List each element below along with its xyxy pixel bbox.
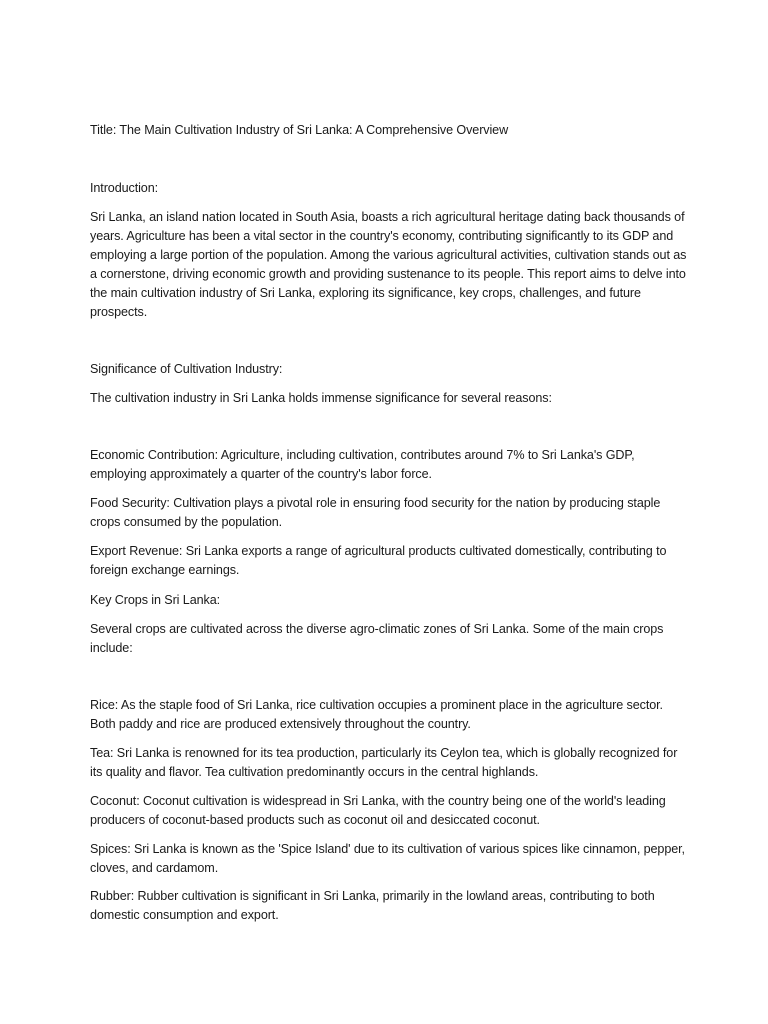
- significance-intro: The cultivation industry in Sri Lanka holds immense significance for several reasons:: [90, 391, 552, 405]
- introduction-paragraph: Sri Lanka, an island nation located in South Asia, boasts a rich agricultural heritage dating back thousands of years. Agriculture has been a vital sector in the country's economy, contributing significantly to its GDP and employing a large portion of the population. Among the various agricultural activities, cultivation stands out as a cornerstone, driving economic growth and providing sustenance to its people. This report aims to delve into the main cultivation industry of Sri Lanka, exploring its significance, key crops, challenges, and future prospects.: [90, 210, 687, 319]
- rice-paragraph: Rice: As the staple food of Sri Lanka, rice cultivation occupies a prominent place in the agriculture sector. Both paddy and rice are produced extensively throughout the country.: [90, 698, 663, 731]
- tea-paragraph: Tea: Sri Lanka is renowned for its tea production, particularly its Ceylon tea, which is globally recognized for its quality and flavor. Tea cultivation predominantly occurs in the central highlands.: [90, 746, 678, 779]
- spices-paragraph: Spices: Sri Lanka is known as the 'Spice Island' due to its cultivation of various spices like cinnamon, pepper, cloves, and cardamom.: [90, 842, 685, 875]
- key-crops-heading: Key Crops in Sri Lanka:: [90, 593, 220, 607]
- rubber-paragraph: Rubber: Rubber cultivation is significant in Sri Lanka, primarily in the lowland areas, contributing to both domestic consumption and export.: [90, 889, 655, 922]
- economic-contribution-paragraph: Economic Contribution: Agriculture, including cultivation, contributes around 7% to Sri Lanka's GDP, employing approximately a quarter of the country's labor force.: [90, 448, 635, 481]
- coconut-paragraph: Coconut: Coconut cultivation is widespread in Sri Lanka, with the country being one of the world's leading producers of coconut-based products such as coconut oil and desiccated coconut.: [90, 794, 666, 827]
- export-revenue-paragraph: Export Revenue: Sri Lanka exports a range of agricultural products cultivated domestically, contributing to foreign exchange earnings.: [90, 544, 667, 577]
- significance-heading: Significance of Cultivation Industry:: [90, 362, 283, 376]
- introduction-heading: Introduction:: [90, 181, 159, 195]
- document-title: Title: The Main Cultivation Industry of Sri Lanka: A Comprehensive Overview: [90, 123, 509, 137]
- key-crops-intro: Several crops are cultivated across the diverse agro-climatic zones of Sri Lanka. Some of the main crops include:: [90, 622, 664, 655]
- food-security-paragraph: Food Security: Cultivation plays a pivotal role in ensuring food security for the nation by producing staple crops consumed by the population.: [90, 496, 661, 529]
